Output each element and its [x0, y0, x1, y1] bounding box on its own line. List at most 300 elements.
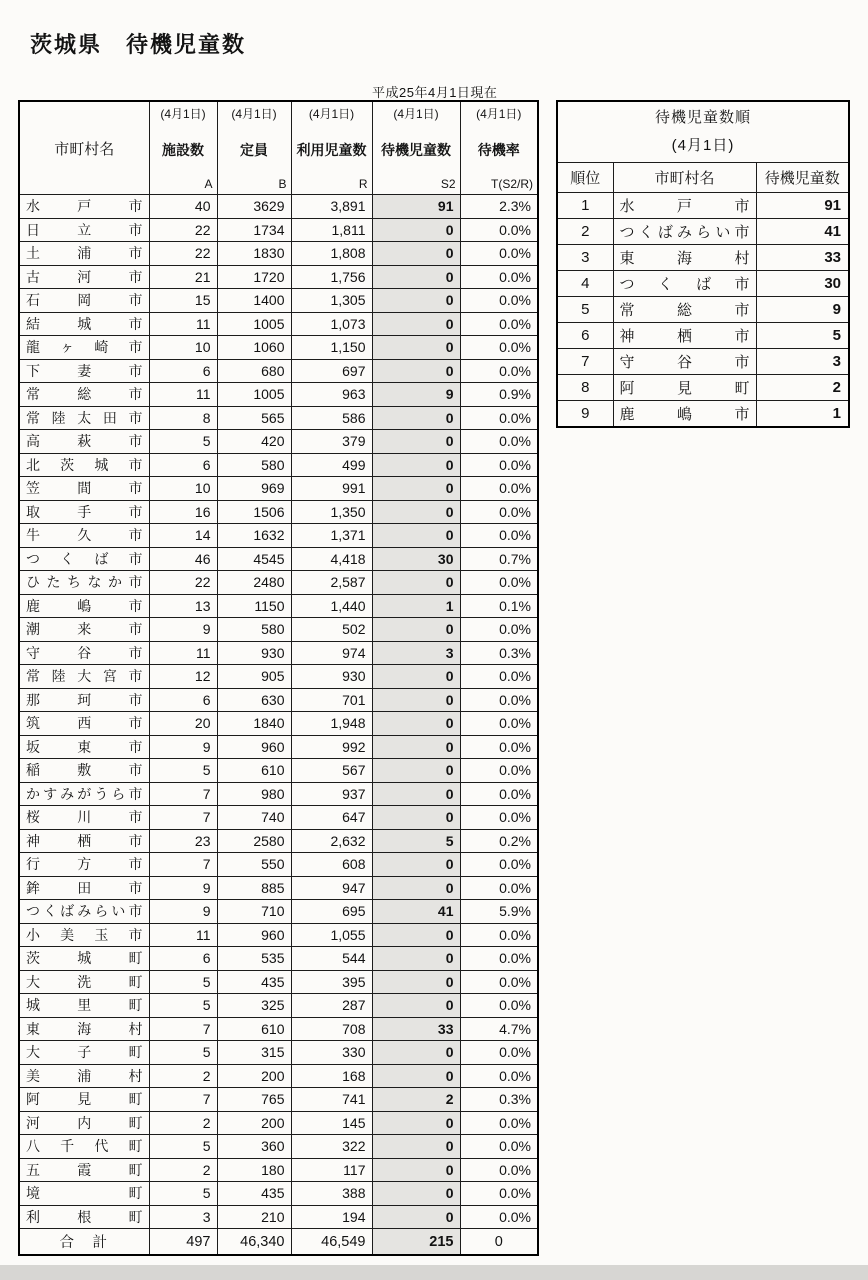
municipality-name: 常陸大宮市 [19, 665, 149, 689]
facilities-count: 12 [149, 665, 217, 689]
capacity-value: 550 [217, 853, 291, 877]
capacity-value: 765 [217, 1088, 291, 1112]
users-count: 1,055 [291, 923, 372, 947]
column-label: 待機率 [477, 141, 520, 158]
column-code: R [358, 177, 368, 191]
rank-column-header: 順位 [557, 163, 613, 193]
waiting-count: 0 [372, 242, 460, 266]
table-row [19, 500, 538, 524]
facilities-count: 20 [149, 712, 217, 736]
facilities-count: 11 [149, 641, 217, 665]
waiting-count: 0 [372, 406, 460, 430]
waiting-rate: 0.0% [460, 453, 538, 477]
facilities-count: 46 [149, 547, 217, 571]
column-date-label: (4月1日) [308, 107, 355, 121]
table-row [19, 594, 538, 618]
capacity-value: 960 [217, 735, 291, 759]
users-count: 2,587 [291, 571, 372, 595]
rank-municipality-name: 東海村 [613, 245, 756, 271]
waiting-count: 0 [372, 970, 460, 994]
table-row [19, 312, 538, 336]
table-row [19, 782, 538, 806]
table-row [19, 923, 538, 947]
capacity-value: 960 [217, 923, 291, 947]
waiting-count: 0 [372, 1111, 460, 1135]
waiting-count: 0 [372, 336, 460, 360]
table-row [19, 712, 538, 736]
municipality-name: 八千代町 [19, 1135, 149, 1159]
waiting-rate: 0.0% [460, 853, 538, 877]
facilities-count: 3 [149, 1205, 217, 1229]
waiting-rate: 0.0% [460, 759, 538, 783]
table-row [19, 829, 538, 853]
scanner-edge-shadow [0, 1265, 868, 1280]
table-row [19, 759, 538, 783]
capacity-value: 630 [217, 688, 291, 712]
waiting-rate: 0.0% [460, 218, 538, 242]
waiting-count: 0 [372, 1041, 460, 1065]
column-code: S2 [440, 177, 456, 191]
waiting-rate: 0.0% [460, 242, 538, 266]
rank-municipality-name: 阿見町 [613, 375, 756, 401]
users-count: 937 [291, 782, 372, 806]
municipality-name: ひたちなか市 [19, 571, 149, 595]
waiting-rate: 0.2% [460, 829, 538, 853]
facilities-count: 11 [149, 923, 217, 947]
rank-number: 2 [557, 219, 613, 245]
capacity-value: 1632 [217, 524, 291, 548]
table-row [19, 994, 538, 1018]
waiting-count: 0 [372, 923, 460, 947]
capacity-value: 180 [217, 1158, 291, 1182]
table-row [19, 336, 538, 360]
capacity-value: 580 [217, 618, 291, 642]
as-of-date-note: 平成25年4月1日現在 [372, 85, 498, 100]
users-count: 647 [291, 806, 372, 830]
municipality-name: 神栖市 [19, 829, 149, 853]
table-row [19, 618, 538, 642]
column-date-label: (4月1日) [160, 107, 206, 121]
ranking-row [557, 271, 849, 297]
ranking-header-row [557, 163, 849, 193]
facilities-count: 7 [149, 1088, 217, 1112]
capacity-value: 885 [217, 876, 291, 900]
table-row [19, 970, 538, 994]
users-count: 1,305 [291, 289, 372, 313]
rank-waiting-count: 2 [756, 375, 849, 401]
municipality-name: 那珂市 [19, 688, 149, 712]
table-row [19, 806, 538, 830]
rank-waiting-count: 3 [756, 349, 849, 375]
rank-number: 1 [557, 193, 613, 219]
users-count: 287 [291, 994, 372, 1018]
users-count: 974 [291, 641, 372, 665]
facilities-count: 15 [149, 289, 217, 313]
municipality-name: 稲敷市 [19, 759, 149, 783]
waiting-rate: 0.0% [460, 1158, 538, 1182]
ranking-date: (4月1日) [671, 137, 735, 154]
municipality-name: 守谷市 [19, 641, 149, 665]
users-count: 1,756 [291, 265, 372, 289]
waiting-count: 0 [372, 312, 460, 336]
table-row [19, 406, 538, 430]
waiting-rate: 0.0% [460, 735, 538, 759]
table-row [19, 218, 538, 242]
ranking-row [557, 219, 849, 245]
column-label: 待機児童数 [381, 141, 451, 158]
waiting-count: 0 [372, 430, 460, 454]
waiting-rate: 0.0% [460, 430, 538, 454]
table-row [19, 641, 538, 665]
column-date-label: (4月1日) [476, 107, 522, 121]
waiting-count: 0 [372, 665, 460, 689]
ranking-row [557, 297, 849, 323]
column-label: 利用児童数 [296, 141, 367, 158]
table-row [19, 242, 538, 266]
waiting-count: 0 [372, 994, 460, 1018]
table-row [19, 665, 538, 689]
municipality-column-header: 市町村名 [19, 101, 149, 195]
ranking-row [557, 349, 849, 375]
rank-number: 6 [557, 323, 613, 349]
waiting-rate: 0.0% [460, 1205, 538, 1229]
main-table-header-row [19, 101, 538, 195]
table-row [19, 453, 538, 477]
table-row [19, 1017, 538, 1041]
waiting-count: 0 [372, 806, 460, 830]
rank-waiting-count: 9 [756, 297, 849, 323]
total-facilities: 497 [149, 1229, 217, 1256]
facilities-count: 5 [149, 970, 217, 994]
capacity-value: 680 [217, 359, 291, 383]
municipality-name: かすみがうら市 [19, 782, 149, 806]
capacity-value: 360 [217, 1135, 291, 1159]
total-users: 46,549 [291, 1229, 372, 1256]
table-row [19, 688, 538, 712]
municipality-name: 下妻市 [19, 359, 149, 383]
users-column-header [291, 101, 372, 195]
users-count: 322 [291, 1135, 372, 1159]
capacity-value: 2480 [217, 571, 291, 595]
rank-name-column-header: 市町村名 [613, 163, 756, 193]
users-count: 930 [291, 665, 372, 689]
waiting-rate: 0.0% [460, 806, 538, 830]
municipality-name: 利根町 [19, 1205, 149, 1229]
table-row [19, 359, 538, 383]
table-row [19, 1111, 538, 1135]
waiting-count: 0 [372, 500, 460, 524]
capacity-value: 930 [217, 641, 291, 665]
waiting-rate: 4.7% [460, 1017, 538, 1041]
capacity-value: 740 [217, 806, 291, 830]
facilities-count: 5 [149, 759, 217, 783]
municipality-name: 五霞町 [19, 1158, 149, 1182]
capacity-column-header [217, 101, 291, 195]
ranking-row [557, 193, 849, 219]
users-count: 991 [291, 477, 372, 501]
municipality-name: 土浦市 [19, 242, 149, 266]
facilities-column-header [149, 101, 217, 195]
waiting-count: 0 [372, 1064, 460, 1088]
municipality-name: 潮来市 [19, 618, 149, 642]
facilities-count: 6 [149, 947, 217, 971]
capacity-value: 1506 [217, 500, 291, 524]
rank-waiting-count: 91 [756, 193, 849, 219]
municipality-name: つくば市 [19, 547, 149, 571]
table-row [19, 1064, 538, 1088]
waiting-count: 0 [372, 359, 460, 383]
page-title: 茨城県 待機児童数 [30, 32, 247, 57]
waiting-count: 0 [372, 265, 460, 289]
column-date-label: (4月1日) [231, 107, 277, 121]
municipality-name: 河内町 [19, 1111, 149, 1135]
waiting-rate: 0.0% [460, 1111, 538, 1135]
rank-municipality-name: つくば市 [613, 271, 756, 297]
municipality-name: 北茨城市 [19, 453, 149, 477]
users-count: 330 [291, 1041, 372, 1065]
capacity-value: 710 [217, 900, 291, 924]
waiting-count: 0 [372, 524, 460, 548]
ranking-table [556, 100, 850, 428]
waiting-rate: 0.0% [460, 265, 538, 289]
users-count: 145 [291, 1111, 372, 1135]
facilities-count: 14 [149, 524, 217, 548]
users-count: 697 [291, 359, 372, 383]
users-count: 992 [291, 735, 372, 759]
waiting-rate: 0.0% [460, 688, 538, 712]
table-row [19, 1135, 538, 1159]
column-date-label: (4月1日) [393, 107, 439, 121]
users-count: 741 [291, 1088, 372, 1112]
facilities-count: 9 [149, 735, 217, 759]
waiting-rate: 0.0% [460, 312, 538, 336]
capacity-value: 980 [217, 782, 291, 806]
municipality-name: 常総市 [19, 383, 149, 407]
capacity-value: 1830 [217, 242, 291, 266]
rank-waiting-count: 33 [756, 245, 849, 271]
rank-number: 8 [557, 375, 613, 401]
waiting-count: 0 [372, 759, 460, 783]
table-row [19, 876, 538, 900]
users-count: 567 [291, 759, 372, 783]
facilities-count: 10 [149, 477, 217, 501]
waiting-count: 0 [372, 876, 460, 900]
waiting-count: 0 [372, 947, 460, 971]
rank-number: 5 [557, 297, 613, 323]
facilities-count: 7 [149, 1017, 217, 1041]
facilities-count: 22 [149, 571, 217, 595]
municipality-name: 高萩市 [19, 430, 149, 454]
waiting-count: 0 [372, 218, 460, 242]
waiting-rate: 0.1% [460, 594, 538, 618]
users-count: 1,350 [291, 500, 372, 524]
users-count: 1,811 [291, 218, 372, 242]
waiting-column-header [372, 101, 460, 195]
column-code: A [204, 177, 213, 191]
capacity-value: 565 [217, 406, 291, 430]
municipality-name: 行方市 [19, 853, 149, 877]
waiting-rate: 0.9% [460, 383, 538, 407]
capacity-value: 535 [217, 947, 291, 971]
facilities-count: 40 [149, 195, 217, 219]
municipality-name: 境町 [19, 1182, 149, 1206]
municipality-name: 茨城町 [19, 947, 149, 971]
facilities-count: 5 [149, 1135, 217, 1159]
facilities-count: 21 [149, 265, 217, 289]
rank-number: 9 [557, 401, 613, 428]
waiting-count: 0 [372, 688, 460, 712]
table-row [19, 430, 538, 454]
users-count: 1,073 [291, 312, 372, 336]
column-label: 施設数 [162, 141, 204, 158]
waiting-count: 0 [372, 289, 460, 313]
waiting-count: 91 [372, 195, 460, 219]
facilities-count: 6 [149, 453, 217, 477]
rank-municipality-name: 常総市 [613, 297, 756, 323]
facilities-count: 9 [149, 876, 217, 900]
rank-number: 3 [557, 245, 613, 271]
facilities-count: 10 [149, 336, 217, 360]
capacity-value: 1060 [217, 336, 291, 360]
users-count: 701 [291, 688, 372, 712]
users-count: 1,808 [291, 242, 372, 266]
capacity-value: 1400 [217, 289, 291, 313]
capacity-value: 3629 [217, 195, 291, 219]
facilities-count: 22 [149, 242, 217, 266]
users-count: 117 [291, 1158, 372, 1182]
municipality-name: 牛久市 [19, 524, 149, 548]
users-count: 4,418 [291, 547, 372, 571]
waiting-count: 0 [372, 853, 460, 877]
users-count: 388 [291, 1182, 372, 1206]
waiting-count: 41 [372, 900, 460, 924]
waiting-rate: 0.0% [460, 970, 538, 994]
table-row [19, 477, 538, 501]
capacity-value: 210 [217, 1205, 291, 1229]
municipality-name: 阿見町 [19, 1088, 149, 1112]
capacity-value: 200 [217, 1064, 291, 1088]
waiting-rate: 0.0% [460, 571, 538, 595]
waiting-count: 3 [372, 641, 460, 665]
municipality-name: 取手市 [19, 500, 149, 524]
table-row [19, 1088, 538, 1112]
waiting-rate: 0.7% [460, 547, 538, 571]
waiting-rate: 0.0% [460, 1041, 538, 1065]
facilities-count: 2 [149, 1064, 217, 1088]
waiting-rate: 0.0% [460, 947, 538, 971]
waiting-rate: 0.0% [460, 1135, 538, 1159]
users-count: 379 [291, 430, 372, 454]
waiting-rate: 0.0% [460, 665, 538, 689]
waiting-count: 0 [372, 1205, 460, 1229]
waiting-rate: 0.0% [460, 524, 538, 548]
municipality-name: 鹿嶋市 [19, 594, 149, 618]
waiting-rate: 0.0% [460, 289, 538, 313]
waiting-rate: 0.0% [460, 1064, 538, 1088]
municipality-name: 筑西市 [19, 712, 149, 736]
municipality-name: 古河市 [19, 265, 149, 289]
municipality-name: 城里町 [19, 994, 149, 1018]
capacity-value: 1150 [217, 594, 291, 618]
users-count: 2,632 [291, 829, 372, 853]
capacity-value: 1005 [217, 312, 291, 336]
facilities-count: 13 [149, 594, 217, 618]
facilities-count: 6 [149, 359, 217, 383]
users-count: 502 [291, 618, 372, 642]
waiting-rate: 0.0% [460, 477, 538, 501]
municipality-name: 鉾田市 [19, 876, 149, 900]
waiting-rate: 0.0% [460, 712, 538, 736]
capacity-value: 1720 [217, 265, 291, 289]
municipality-name: 桜川市 [19, 806, 149, 830]
waiting-rate: 0.0% [460, 359, 538, 383]
users-count: 947 [291, 876, 372, 900]
ranking-row [557, 323, 849, 349]
facilities-count: 7 [149, 782, 217, 806]
municipality-name: つくばみらい市 [19, 900, 149, 924]
waiting-rate: 0.0% [460, 876, 538, 900]
table-row [19, 524, 538, 548]
rank-number: 4 [557, 271, 613, 297]
waiting-rate: 0.0% [460, 336, 538, 360]
municipality-name: 東海村 [19, 1017, 149, 1041]
municipality-name: 常陸太田市 [19, 406, 149, 430]
rank-waiting-count: 5 [756, 323, 849, 349]
users-count: 1,371 [291, 524, 372, 548]
facilities-count: 2 [149, 1111, 217, 1135]
waiting-count: 9 [372, 383, 460, 407]
rank-municipality-name: 鹿嶋市 [613, 401, 756, 428]
ranking-title: 待機児童数順 [654, 109, 751, 126]
users-count: 1,440 [291, 594, 372, 618]
municipality-name: 大洗町 [19, 970, 149, 994]
facilities-count: 8 [149, 406, 217, 430]
rank-waiting-count: 1 [756, 401, 849, 428]
capacity-value: 905 [217, 665, 291, 689]
waiting-count: 0 [372, 782, 460, 806]
waiting-rate: 5.9% [460, 900, 538, 924]
table-row [19, 383, 538, 407]
waiting-rate: 2.3% [460, 195, 538, 219]
table-row [19, 947, 538, 971]
capacity-value: 200 [217, 1111, 291, 1135]
waiting-rate: 0.0% [460, 500, 538, 524]
municipality-name: 水戸市 [19, 195, 149, 219]
users-count: 586 [291, 406, 372, 430]
waiting-rate: 0.0% [460, 1182, 538, 1206]
capacity-value: 315 [217, 1041, 291, 1065]
rank-waiting-count: 30 [756, 271, 849, 297]
waiting-count: 0 [372, 712, 460, 736]
waiting-rate: 0.0% [460, 994, 538, 1018]
facilities-count: 22 [149, 218, 217, 242]
total-waiting: 215 [372, 1229, 460, 1256]
capacity-value: 420 [217, 430, 291, 454]
municipality-name: 石岡市 [19, 289, 149, 313]
waiting-rate: 0.0% [460, 618, 538, 642]
waiting-count: 30 [372, 547, 460, 571]
capacity-value: 1005 [217, 383, 291, 407]
capacity-value: 969 [217, 477, 291, 501]
ranking-row [557, 245, 849, 271]
users-count: 1,948 [291, 712, 372, 736]
facilities-count: 5 [149, 994, 217, 1018]
waiting-count: 0 [372, 453, 460, 477]
users-count: 695 [291, 900, 372, 924]
column-label: 定員 [240, 141, 268, 158]
municipality-name: 笠間市 [19, 477, 149, 501]
waiting-count: 5 [372, 829, 460, 853]
